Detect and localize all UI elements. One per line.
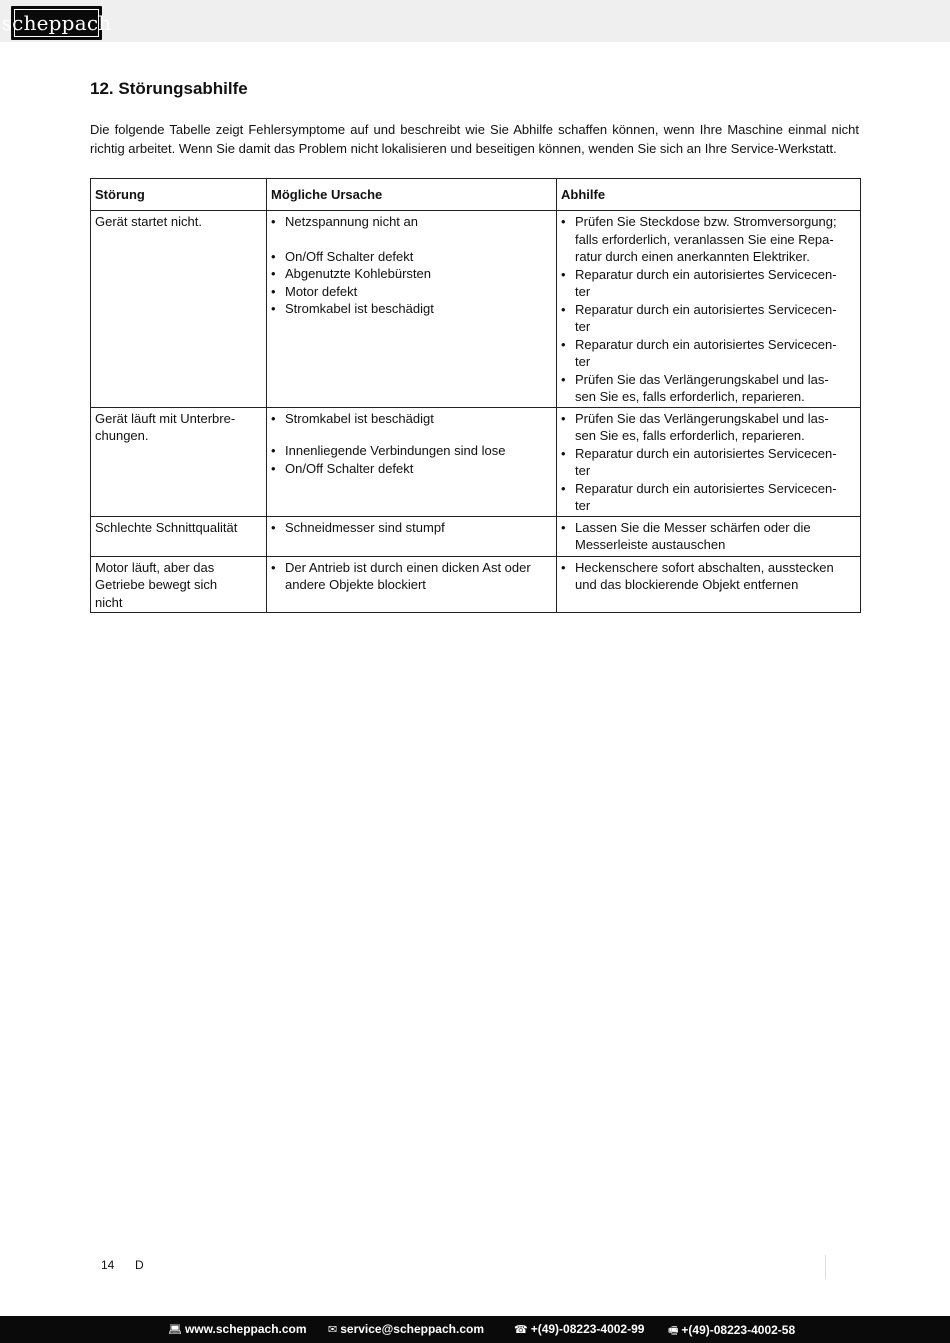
list-item: • On/Off Schalter defekt (271, 460, 552, 478)
list-item: • Stromkabel ist beschädigt (271, 300, 552, 318)
list-item: • Reparatur durch ein autorisiertes Servicecen- ter (561, 301, 856, 336)
email-text: service@scheppach.com (340, 1322, 484, 1336)
list-item: • Schneidmesser sind stumpf (271, 519, 552, 537)
list-item: • Lassen Sie die Messer schärfen oder die Messerleiste austauschen (561, 519, 856, 554)
list-item: • Reparatur durch ein autorisiertes Servicecen- ter (561, 480, 856, 515)
scheppach-logo (1, 6, 112, 40)
footer-bar (0, 1316, 950, 1343)
remedy-list (561, 519, 856, 554)
remedy-cell (557, 516, 861, 556)
header-bar (0, 0, 950, 42)
table-row (91, 211, 861, 408)
phone-text: +(49)-08223-4002-99 (530, 1322, 645, 1336)
cause-list (271, 213, 552, 318)
list-item: • Prüfen Sie das Verlängerungskabel und las- sen Sie es, falls erforderlich, reparieren. (561, 410, 856, 445)
logo-text: scheppach (1, 11, 112, 35)
problem-cell (91, 516, 267, 556)
footer-fax (668, 1322, 795, 1341)
problem-text: Schlechte Schnittqualität (95, 519, 238, 535)
problem-text: Motor läuft, aber das Getriebe bewegt sich nicht (95, 559, 218, 610)
list-item: • Stromkabel ist beschädigt (271, 410, 552, 428)
footer-phone (514, 1322, 644, 1336)
table-row (91, 556, 861, 613)
cause-cell (267, 211, 557, 408)
remedy-cell (557, 211, 861, 408)
list-item: • Reparatur durch ein autorisiertes Servicecen- ter (561, 445, 856, 480)
remedy-list (561, 559, 856, 594)
cause-list (271, 559, 552, 594)
remedy-cell (557, 407, 861, 516)
problem-cell (91, 407, 267, 516)
problem-cell (91, 556, 267, 613)
list-item: • Prüfen Sie Steckdose bzw. Stromversorgung; falls erforderlich, veranlassen Sie eine Repa- ratur durch einen anerkannten Elektriker. (561, 213, 856, 266)
list-item: • Der Antrieb ist durch einen dicken Ast oder andere Objekte blockiert (271, 559, 552, 594)
list-item: • On/Off Schalter defekt (271, 248, 552, 266)
troubleshooting-table (90, 178, 861, 613)
problem-cell (91, 211, 267, 408)
footer-email[interactable] (328, 1322, 484, 1336)
cause-cell (267, 556, 557, 613)
fax-text: +(49)-08223-4002-58 (681, 1323, 796, 1337)
list-item: • Netzspannung nicht an (271, 213, 552, 231)
list-item: • Innenliegende Verbindungen sind lose (271, 442, 552, 460)
website-text: www.scheppach.com (184, 1322, 307, 1336)
footer-website[interactable] (168, 1322, 307, 1336)
problem-text: Gerät startet nicht. (95, 214, 202, 229)
header-remedy: Abhilfe (557, 179, 861, 211)
page-number: 14 (101, 1258, 115, 1272)
fax-icon: 🖷︎ (668, 1325, 679, 1337)
computer-icon: 💻︎ (168, 1324, 182, 1336)
cause-list (271, 519, 552, 537)
page-language: D (135, 1258, 144, 1272)
remedy-list (561, 213, 856, 406)
table-header-row (91, 179, 861, 211)
problem-text: Gerät läuft mit Unterbre- chungen. (95, 410, 236, 443)
cause-cell (267, 516, 557, 556)
header-problem: Störung (91, 179, 267, 211)
header-cause: Mögliche Ursache (267, 179, 557, 211)
remedy-list (561, 410, 856, 515)
cause-list (271, 410, 552, 478)
table-row (91, 516, 861, 556)
envelope-icon: ✉︎ (328, 1324, 338, 1336)
divider (825, 1255, 826, 1279)
table-row (91, 407, 861, 516)
list-item: • Prüfen Sie das Verlängerungskabel und las- sen Sie es, falls erforderlich, reparieren. (561, 371, 856, 406)
list-item: • Abgenutzte Kohlebürsten (271, 265, 552, 283)
telephone-icon: ☎︎ (514, 1324, 528, 1336)
cause-cell (267, 407, 557, 516)
list-item: • Reparatur durch ein autorisiertes Servicecen- ter (561, 336, 856, 371)
intro-paragraph: Die folgende Tabelle zeigt Fehlersymptome auf und beschreibt wie Sie Abhilfe schaffen können, wenn Ihre Maschine einmal nicht richtig arbeitet. Wenn Sie damit das Problem nicht lokalisieren und beseitigen können, wenden Sie sich an Ihre Service-Werkstatt. (90, 122, 859, 156)
remedy-cell (557, 556, 861, 613)
section-title: 12. Störungsabhilfe (90, 79, 248, 98)
list-item: • Motor defekt (271, 283, 552, 301)
list-item: • Reparatur durch ein autorisiertes Servicecen- ter (561, 266, 856, 301)
list-item: • Heckenschere sofort abschalten, ausstecken und das blockierende Objekt entfernen (561, 559, 856, 594)
